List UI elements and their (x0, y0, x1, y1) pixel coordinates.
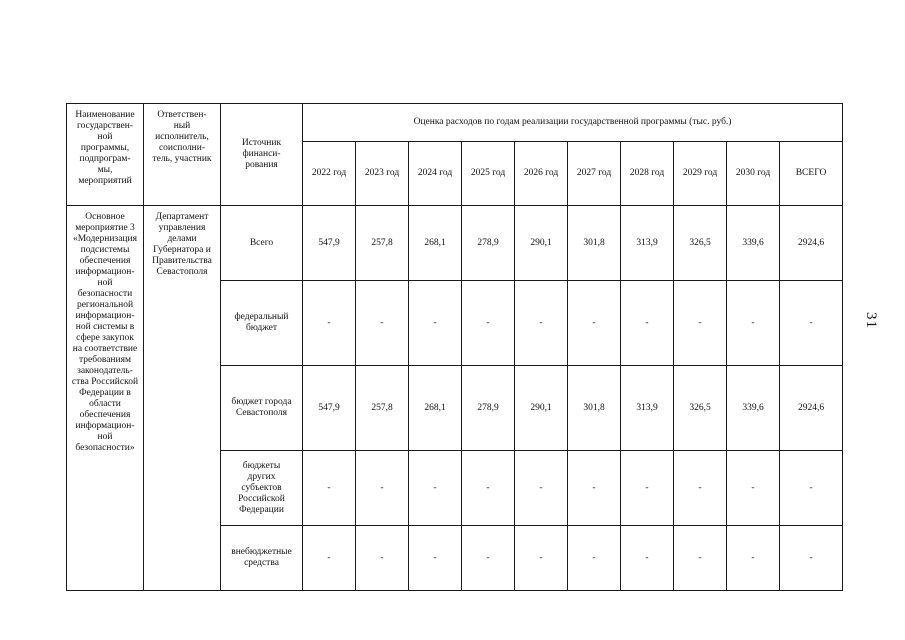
source-cell: Всего (221, 206, 303, 281)
value-cell: - (674, 526, 727, 591)
source-cell: внебюджетные средства (221, 526, 303, 591)
budget-table (66, 103, 843, 591)
value-cell: 313,9 (621, 366, 674, 451)
value-cell: - (515, 451, 568, 526)
header-name-column: Наименование государствен- ной программы, подпрограм- мы, мероприятий (67, 104, 144, 206)
total-header: ВСЕГО (780, 142, 843, 206)
year-header: 2024 год (409, 142, 462, 206)
value-cell: 301,8 (568, 366, 621, 451)
value-cell: - (727, 526, 780, 591)
value-cell: - (568, 281, 621, 366)
value-cell: 268,1 (409, 366, 462, 451)
value-cell: - (409, 526, 462, 591)
value-cell: - (727, 281, 780, 366)
value-cell: - (515, 281, 568, 366)
total-cell: 2924,6 (780, 206, 843, 281)
value-cell: 290,1 (515, 206, 568, 281)
value-cell: 290,1 (515, 366, 568, 451)
value-cell: - (674, 451, 727, 526)
value-cell: 339,6 (727, 366, 780, 451)
value-cell: 326,5 (674, 206, 727, 281)
total-cell: - (780, 281, 843, 366)
year-header: 2029 год (674, 142, 727, 206)
value-cell: - (462, 526, 515, 591)
value-cell: - (303, 526, 356, 591)
measure-executor-cell: Департамент управления делами Губернатора и Правительства Севастополя (144, 206, 221, 591)
value-cell: - (568, 526, 621, 591)
value-cell: - (409, 451, 462, 526)
value-cell: - (621, 526, 674, 591)
value-cell: 301,8 (568, 206, 621, 281)
value-cell: - (674, 281, 727, 366)
value-cell: - (303, 451, 356, 526)
value-cell: - (621, 281, 674, 366)
value-cell: - (356, 526, 409, 591)
year-header: 2023 год (356, 142, 409, 206)
year-header: 2027 год (568, 142, 621, 206)
value-cell: - (303, 281, 356, 366)
header-row-top (67, 104, 843, 142)
total-cell: - (780, 451, 843, 526)
value-cell: 268,1 (409, 206, 462, 281)
value-cell: 257,8 (356, 366, 409, 451)
value-cell: 313,9 (621, 206, 674, 281)
year-header: 2028 год (621, 142, 674, 206)
value-cell: 257,8 (356, 206, 409, 281)
value-cell: 339,6 (727, 206, 780, 281)
header-executor-column: Ответствен- ный исполнитель, соисполни- тель, участник (144, 104, 221, 206)
value-cell: - (462, 281, 515, 366)
year-header: 2030 год (727, 142, 780, 206)
measure-name-cell: Основное мероприятие 3 «Модернизация подсистемы обеспечения информацион- ной безопасности региональной информацион- ной системы в сфере закупок на соответствие требованиям законодатель- ства Российской Федерации в области обеспечения информацион- ной безопасности» (67, 206, 144, 591)
value-cell: - (515, 526, 568, 591)
header-source-column: Источник финанси- рования (221, 104, 303, 206)
value-cell: - (621, 451, 674, 526)
value-cell: - (409, 281, 462, 366)
value-cell: - (462, 451, 515, 526)
budget-table-container (66, 103, 842, 591)
header-expenses-title: Оценка расходов по годам реализации государственной программы (тыс. руб.) (303, 104, 843, 142)
total-cell: 2924,6 (780, 366, 843, 451)
value-cell: 278,9 (462, 366, 515, 451)
value-cell: 547,9 (303, 366, 356, 451)
year-header: 2022 год (303, 142, 356, 206)
source-cell: бюджет города Севастополя (221, 366, 303, 451)
year-header: 2025 год (462, 142, 515, 206)
value-cell: 547,9 (303, 206, 356, 281)
value-cell: 278,9 (462, 206, 515, 281)
source-cell: бюджеты других субъектов Российской Федерации (221, 451, 303, 526)
page-number: 31 (863, 312, 879, 329)
total-cell: - (780, 526, 843, 591)
value-cell: - (356, 281, 409, 366)
value-cell: - (568, 451, 621, 526)
table-row (67, 206, 843, 281)
source-cell: федеральный бюджет (221, 281, 303, 366)
value-cell: - (356, 451, 409, 526)
value-cell: - (727, 451, 780, 526)
value-cell: 326,5 (674, 366, 727, 451)
year-header: 2026 год (515, 142, 568, 206)
